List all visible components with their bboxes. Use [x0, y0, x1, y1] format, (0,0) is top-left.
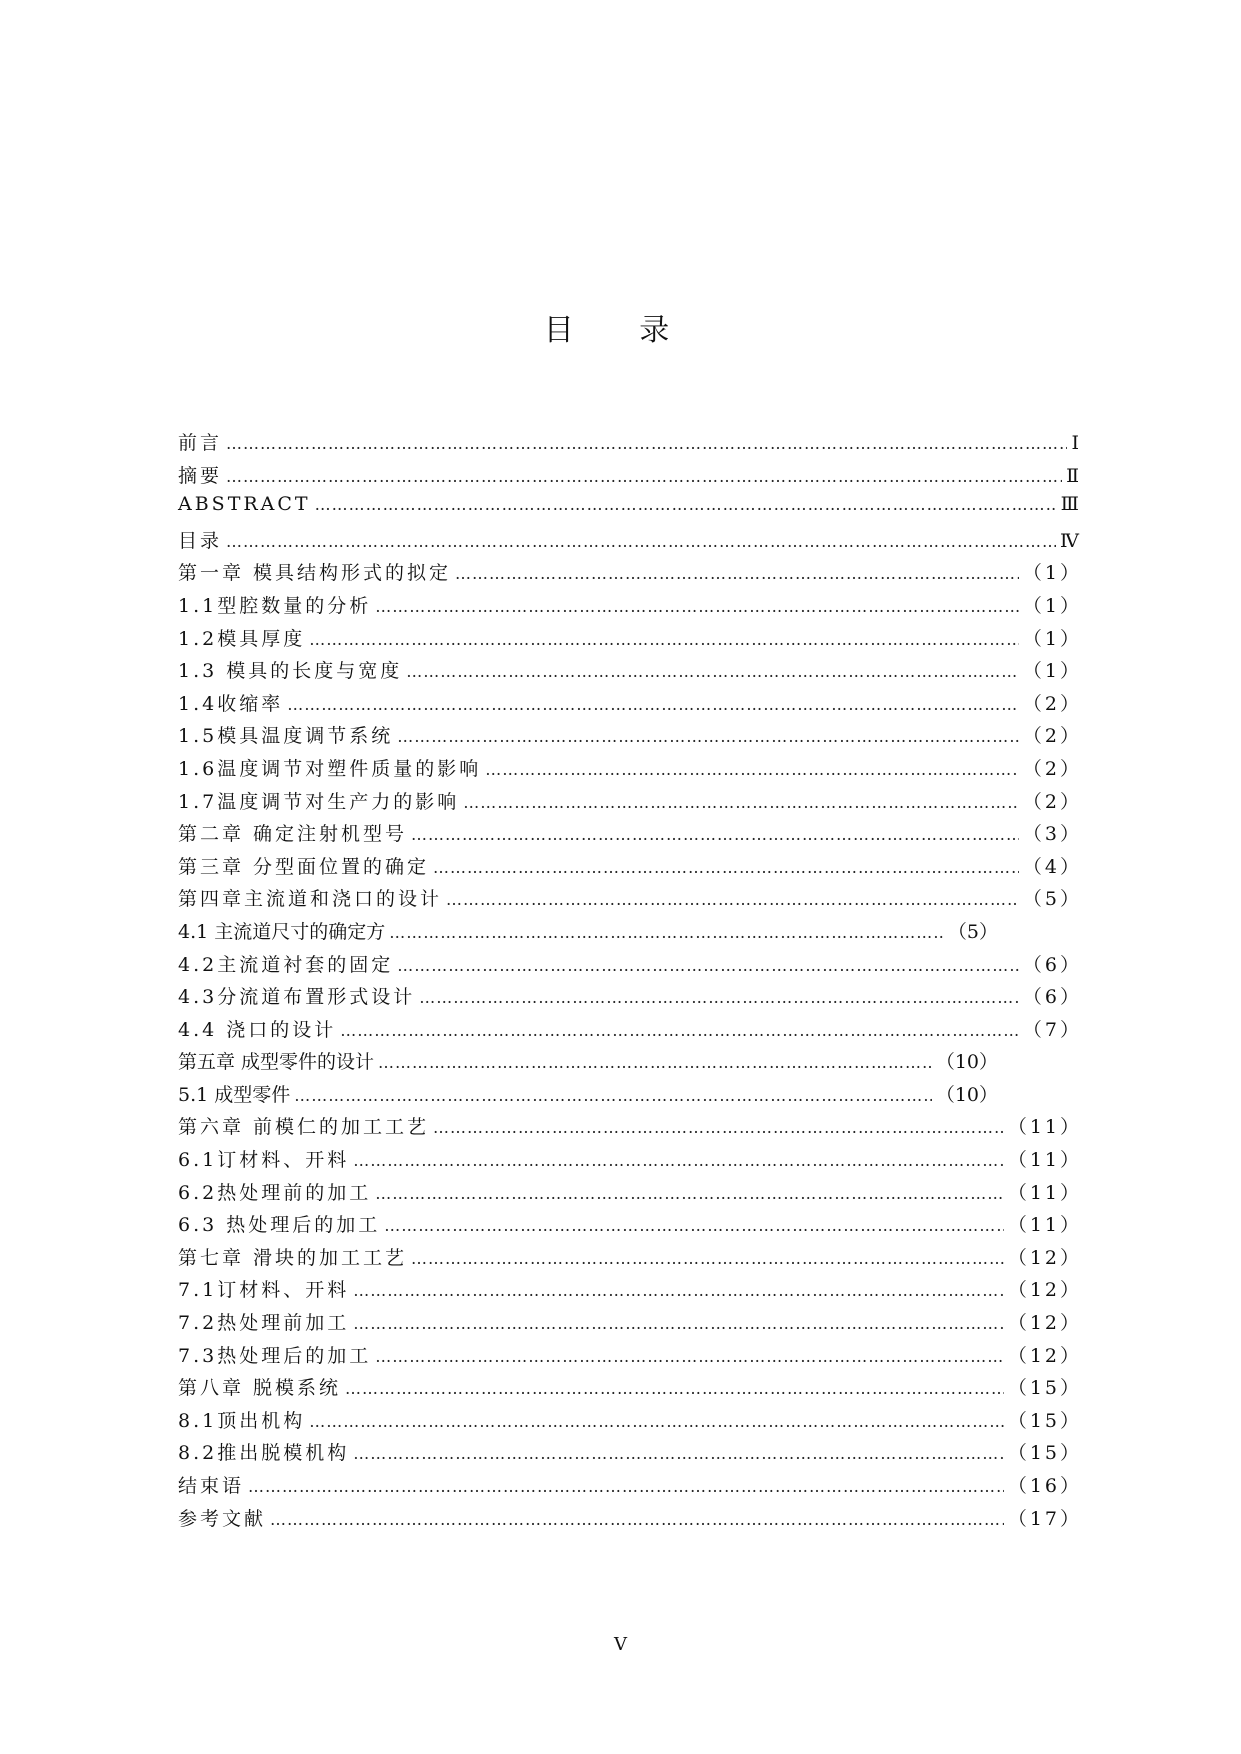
toc-leader	[340, 1021, 1019, 1040]
toc-page: （6）	[1022, 953, 1082, 976]
toc-label: 1.7温度调节对生产力的影响	[178, 790, 460, 813]
toc-leader	[248, 1477, 1004, 1496]
toc-entry[interactable]	[178, 493, 1082, 526]
toc-page: （12）	[1007, 1344, 1082, 1367]
toc-leader	[397, 956, 1019, 975]
toc-leader	[455, 564, 1019, 583]
toc-label: 7.3热处理后的加工	[178, 1344, 372, 1367]
toc-leader	[353, 1444, 1004, 1463]
toc-label: 目录	[178, 529, 223, 552]
toc-page: （15）	[1007, 1377, 1082, 1400]
toc-page: （15）	[1007, 1442, 1082, 1465]
toc-page: Ⅳ	[1060, 529, 1082, 552]
toc-leader	[375, 1347, 1004, 1366]
toc-entry[interactable]	[178, 950, 1082, 983]
toc-page: （11）	[1007, 1214, 1082, 1237]
toc-label: 4.2主流道衬套的固定	[178, 953, 394, 976]
toc-entry[interactable]	[178, 428, 1082, 461]
toc-entry[interactable]	[178, 526, 1082, 559]
toc-leader	[378, 1053, 932, 1072]
toc-label: 摘要	[178, 464, 223, 487]
toc-entry[interactable]	[178, 1308, 1082, 1341]
toc-page: （17）	[1007, 1507, 1082, 1530]
toc-leader	[485, 760, 1019, 779]
toc-entry[interactable]	[178, 1504, 1082, 1537]
toc-leader	[406, 662, 1019, 681]
toc-leader	[345, 1379, 1004, 1398]
toc-label: 第二章 确定注射机型号	[178, 823, 408, 846]
toc-label: 1.4收缩率	[178, 692, 284, 715]
toc-label: 第四章主流道和浇口的设计	[178, 888, 443, 911]
toc-entry[interactable]	[178, 1373, 1082, 1406]
toc-leader	[446, 890, 1019, 909]
toc-label: 8.1顶出机构	[178, 1409, 306, 1432]
toc-leader	[463, 793, 1019, 812]
toc-page: Ⅰ	[1071, 432, 1082, 454]
toc-leader	[226, 467, 1062, 486]
toc-entry[interactable]	[178, 1471, 1082, 1504]
toc-leader	[433, 858, 1019, 877]
toc-leader	[384, 1216, 1004, 1235]
toc-entry[interactable]	[178, 461, 1082, 494]
toc-page: （5）	[1022, 888, 1082, 911]
toc-label: 5.1 成型零件	[178, 1083, 291, 1106]
toc-entry[interactable]	[178, 852, 1082, 885]
toc-label: 1.1型腔数量的分析	[178, 594, 372, 617]
toc-label: 第七章 滑块的加工工艺	[178, 1246, 408, 1269]
toc-label: 8.2推出脱模机构	[178, 1442, 350, 1465]
toc-page: （11）	[1007, 1181, 1082, 1204]
toc-label: 第三章 分型面位置的确定	[178, 855, 430, 878]
toc-entry[interactable]	[178, 787, 1082, 820]
toc-label: 参考文献	[178, 1507, 267, 1530]
toc-label: 4.4 浇口的设计	[178, 1018, 337, 1041]
toc-page: （1）	[1022, 594, 1082, 617]
toc-leader	[433, 1118, 1004, 1137]
toc-entry[interactable]	[178, 1341, 1082, 1374]
toc-entry[interactable]	[178, 982, 1082, 1015]
table-of-contents	[178, 428, 1082, 1536]
toc-page: （11）	[1007, 1116, 1082, 1139]
toc-entry[interactable]	[178, 1438, 1082, 1471]
toc-leader	[375, 597, 1019, 616]
toc-entry[interactable]	[178, 1015, 1082, 1048]
toc-leader	[309, 630, 1019, 649]
toc-entry[interactable]	[178, 1243, 1082, 1276]
toc-page: （2）	[1022, 692, 1082, 715]
toc-entry[interactable]	[178, 1406, 1082, 1439]
toc-label: 6.3 热处理后的加工	[178, 1214, 381, 1237]
toc-entry[interactable]	[178, 884, 1082, 917]
toc-entry[interactable]	[178, 917, 998, 950]
toc-entry[interactable]	[178, 624, 1082, 657]
toc-page: （15）	[1007, 1409, 1082, 1432]
toc-page: （16）	[1007, 1475, 1082, 1497]
toc-entry[interactable]	[178, 1047, 998, 1080]
toc-page: （2）	[1022, 757, 1082, 780]
toc-leader	[353, 1281, 1004, 1300]
toc-label: 7.1订材料、开料	[178, 1279, 350, 1302]
toc-page: （1）	[1022, 660, 1082, 683]
toc-leader	[353, 1151, 1004, 1170]
toc-label: 前言	[178, 432, 223, 454]
page-title: 目 录	[543, 313, 698, 348]
toc-entry[interactable]	[178, 591, 1082, 624]
toc-label: 1.6温度调节对塑件质量的影响	[178, 757, 482, 780]
toc-page: （12）	[1007, 1279, 1082, 1302]
toc-leader	[226, 532, 1056, 551]
toc-leader	[309, 1412, 1004, 1431]
toc-leader	[287, 695, 1019, 714]
toc-page: （10）	[935, 1083, 998, 1106]
toc-entry[interactable]	[178, 1080, 998, 1113]
toc-label: 4.1 主流道尺寸的确定方	[178, 920, 386, 943]
toc-entry[interactable]	[178, 656, 1082, 689]
toc-entry[interactable]	[178, 1178, 1082, 1211]
toc-label: 6.1订材料、开料	[178, 1149, 350, 1172]
toc-entry[interactable]	[178, 1275, 1082, 1308]
toc-entry[interactable]	[178, 1145, 1082, 1178]
toc-label: 结束语	[178, 1475, 245, 1497]
toc-label: 4.3分流道布置形式设计	[178, 986, 416, 1009]
toc-page: （12）	[1007, 1312, 1082, 1335]
toc-leader	[389, 923, 944, 942]
toc-leader	[270, 1510, 1004, 1529]
toc-label: ABSTRACT	[178, 493, 311, 516]
toc-page: （5）	[947, 920, 998, 943]
toc-page: （2）	[1022, 725, 1082, 748]
toc-page: （1）	[1022, 627, 1082, 650]
toc-label: 7.2热处理前加工	[178, 1312, 350, 1335]
toc-page: （6）	[1022, 986, 1082, 1009]
toc-label: 1.5模具温度调节系统	[178, 725, 394, 748]
toc-leader	[411, 825, 1019, 844]
toc-entry[interactable]	[178, 754, 1082, 787]
toc-entry[interactable]	[178, 1112, 1082, 1145]
toc-leader	[315, 495, 1057, 514]
toc-entry[interactable]	[178, 721, 1082, 754]
toc-label: 1.2模具厚度	[178, 627, 306, 650]
toc-leader	[411, 1249, 1004, 1268]
toc-page: （10）	[935, 1051, 998, 1074]
toc-label: 第八章 脱模系统	[178, 1377, 342, 1400]
toc-label: 第六章 前模仁的加工工艺	[178, 1116, 430, 1139]
toc-page: （7）	[1022, 1018, 1082, 1041]
toc-page: （3）	[1022, 823, 1082, 846]
toc-leader	[353, 1314, 1004, 1333]
toc-leader	[294, 1086, 932, 1105]
toc-entry[interactable]	[178, 558, 1082, 591]
toc-page: （1）	[1022, 562, 1082, 585]
toc-page: Ⅱ	[1066, 464, 1082, 487]
toc-entry[interactable]	[178, 1210, 1082, 1243]
toc-page: （2）	[1022, 790, 1082, 813]
page-number: V	[614, 1634, 627, 1655]
toc-entry[interactable]	[178, 819, 1082, 852]
toc-page: （11）	[1007, 1149, 1082, 1172]
toc-entry[interactable]	[178, 689, 1082, 722]
toc-page: Ⅲ	[1060, 493, 1082, 516]
toc-page: （4）	[1022, 855, 1082, 878]
toc-label: 第一章 模具结构形式的拟定	[178, 562, 452, 585]
toc-page: （12）	[1007, 1246, 1082, 1269]
toc-leader	[397, 727, 1019, 746]
toc-leader	[375, 1184, 1004, 1203]
toc-label: 1.3 模具的长度与宽度	[178, 660, 403, 683]
toc-leader	[419, 988, 1019, 1007]
toc-label: 第五章 成型零件的设计	[178, 1051, 375, 1074]
toc-leader	[226, 434, 1067, 453]
toc-label: 6.2热处理前的加工	[178, 1181, 372, 1204]
